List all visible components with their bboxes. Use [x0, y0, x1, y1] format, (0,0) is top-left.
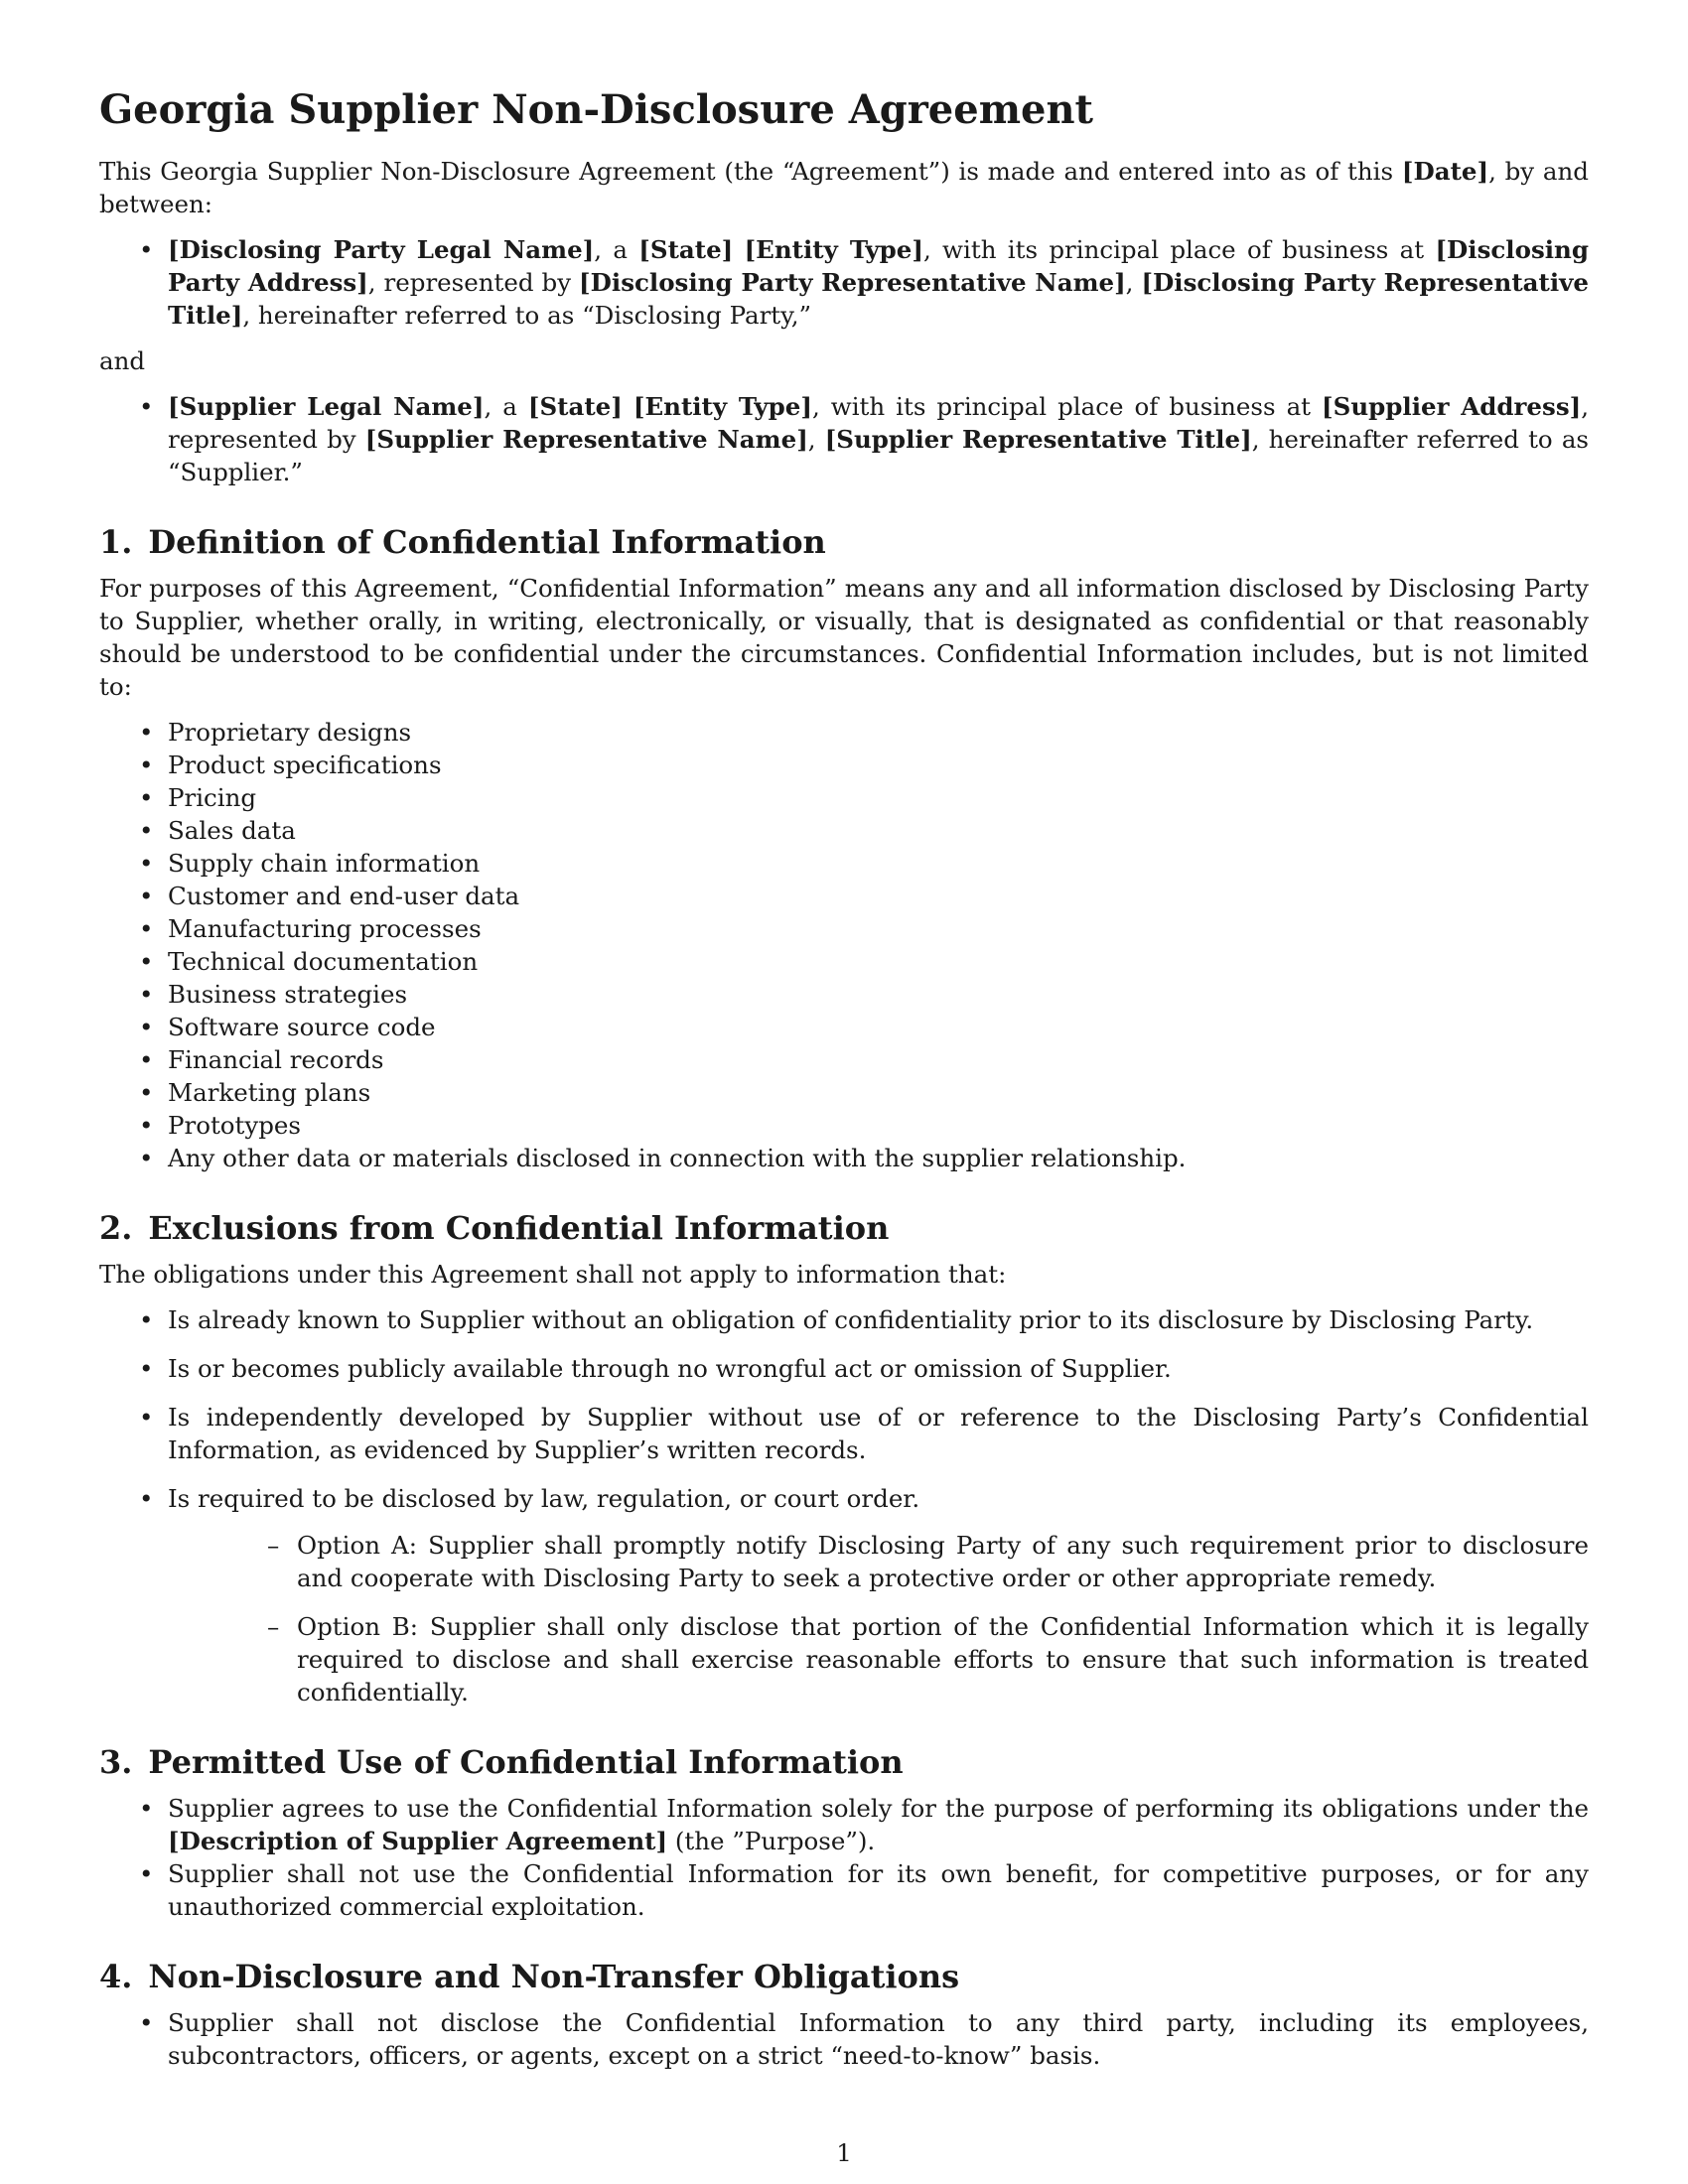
- disclosing-party-name: [Disclosing Party Legal Name]: [168, 235, 595, 264]
- section-2-heading: [99, 1208, 1589, 1248]
- supplier-list: [99, 390, 1589, 488]
- list-item: • Supplier shall not use the Confidential Information for its own benefit, for competitive purposes, or for any unauthorized commercial exploitation.: [99, 1857, 1589, 1923]
- non-disclosure-list: [99, 2006, 1589, 2072]
- option-item: – Option A: Supplier shall promptly notify Disclosing Party of any such requirement prior to disclosure and cooperate with Disclosing Party to seek a protective order or other appropriate remedy.: [168, 1529, 1589, 1594]
- supplier-name: [Supplier Legal Name]: [168, 392, 485, 421]
- document-title: Georgia Supplier Non-Disclosure Agreement: [99, 86, 1094, 133]
- permitted-use-list: [99, 1792, 1589, 1923]
- section-2-lead: The obligations under this Agreement shall not apply to information that:: [99, 1260, 1007, 1289]
- list-item: • Financial records: [99, 1043, 1589, 1076]
- list-item: • Pricing: [99, 781, 1589, 814]
- section-1-heading: [99, 522, 1589, 562]
- list-item: • Customer and end-user data: [99, 880, 1589, 912]
- list-item-text: Is required to be disclosed by law, regulation, or court order.: [168, 1484, 920, 1513]
- intro-paragraph: [99, 155, 1589, 220]
- disclosure-options-list: [168, 1529, 1589, 1708]
- text-fragment: , represented by: [168, 392, 1590, 454]
- supplier-agreement-placeholder: [Description of Supplier Agreement]: [168, 1827, 668, 1855]
- and-text: and: [99, 346, 146, 375]
- supplier-entity: [Entity Type]: [633, 392, 812, 421]
- option-item: – Option B: Supplier shall only disclose that portion of the Confidential Information which it is legally required to disclose and shall exercise reasonable efforts to ensure that such information is treated confidentially.: [168, 1610, 1589, 1708]
- disclosing-party-rep-title: [Disclosing Party Representative Title]: [168, 268, 1589, 330]
- section-4-heading: [99, 1957, 1589, 1996]
- list-item: • Supplier shall not disclose the Confidential Information to any third party, including its employees, subcontractors, officers, or agents, except on a strict “need-to-know” basis.: [99, 2006, 1589, 2072]
- disclosing-party-state: [State]: [638, 235, 734, 264]
- text-fragment: , a: [484, 392, 528, 421]
- section-number: 3.: [99, 1743, 133, 1781]
- list-item: • Manufacturing processes: [99, 912, 1589, 945]
- supplier-state: [State]: [527, 392, 623, 421]
- list-item: • Any other data or materials disclosed in connection with the supplier relationship.: [99, 1142, 1589, 1174]
- intro-text: This Georgia Supplier Non-Disclosure Agreement (the “Agreement”) is made and entered into as of this: [99, 157, 1402, 186]
- text-fragment: , hereinafter referred to as “Disclosing Party,”: [242, 301, 812, 330]
- list-item: • Product specifications: [99, 749, 1589, 781]
- list-item: • Marketing plans: [99, 1076, 1589, 1109]
- list-item: • Proprietary designs: [99, 716, 1589, 749]
- section-title: Definition of Confidential Information: [148, 523, 826, 561]
- disclosing-party-rep-name: [Disclosing Party Representative Name]: [579, 268, 1126, 297]
- list-item: • Supply chain information: [99, 847, 1589, 880]
- list-item: • Is or becomes publicly available through no wrongful act or omission of Supplier.: [99, 1352, 1589, 1385]
- list-item: • Prototypes: [99, 1109, 1589, 1142]
- list-item: [99, 1482, 1589, 1708]
- text-fragment: , hereinafter referred to as “Supplier.”: [168, 425, 1590, 486]
- list-item: • Software source code: [99, 1011, 1589, 1043]
- section-number: 2.: [99, 1209, 133, 1247]
- disclosing-party-item: • [Disclosing Party Legal Name], a [State] [Entity Type], with its principal place of business at [Disclosing Party Address], represented by [Disclosing Party Representative Name], [Disclosing Party Representative Title], hereinafter referred to as “Disclosing Party,”: [99, 233, 1589, 332]
- text-fragment: , represented by: [367, 268, 580, 297]
- list-item: • Sales data: [99, 814, 1589, 847]
- section-title: Non-Disclosure and Non-Transfer Obligations: [148, 1958, 960, 1995]
- text-fragment: Supplier agrees to use the Confidential Information solely for the purpose of performing its obligations under the: [168, 1794, 1589, 1823]
- text-fragment: , a: [594, 235, 639, 264]
- text-fragment: , with its principal place of business at: [811, 392, 1323, 421]
- supplier-item: • [Supplier Legal Name], a [State] [Entity Type], with its principal place of business at [Supplier Address], represented by [Supplier Representative Name], [Supplier Representative Title], hereinafter referred to as “Supplier.”: [99, 390, 1589, 488]
- disclosing-party-entity: [Entity Type]: [744, 235, 923, 264]
- date-placeholder: [Date]: [1401, 157, 1489, 186]
- page-number: 1: [836, 2138, 852, 2167]
- disclosing-party-list: [99, 233, 1589, 332]
- list-item: • Business strategies: [99, 978, 1589, 1011]
- list-item: [99, 1792, 1589, 1857]
- section-3-heading: [99, 1742, 1589, 1782]
- section-title: Exclusions from Confidential Information: [148, 1209, 890, 1247]
- text-fragment: , with its principal place of business at: [922, 235, 1436, 264]
- supplier-rep-title: [Supplier Representative Title]: [824, 425, 1252, 454]
- intro-text-end: , by and between:: [99, 157, 1589, 218]
- list-item: • Technical documentation: [99, 945, 1589, 978]
- supplier-rep-name: [Supplier Representative Name]: [364, 425, 808, 454]
- text-fragment: (the ”Purpose”).: [667, 1827, 876, 1855]
- section-1-body: For purposes of this Agreement, “Confidential Information” means any and all information disclosed by Disclosing Party to Supplier, whether orally, in writing, electronically, or visually, that is designated as confidential or that reasonably should be understood to be confidential under the circumstances. Confidential Information includes, but is not limited to:: [99, 574, 1589, 701]
- list-item: • Is already known to Supplier without an obligation of confidentiality prior to its disclosure by Disclosing Party.: [99, 1303, 1589, 1336]
- section-title: Permitted Use of Confidential Information: [148, 1743, 904, 1781]
- disclosing-party-address: [Disclosing Party Address]: [168, 235, 1589, 297]
- section-number: 1.: [99, 523, 133, 561]
- list-item: • Is independently developed by Supplier without use of or reference to the Disclosing Party’s Confidential Information, as evidenced by Supplier’s written records.: [99, 1401, 1589, 1466]
- exclusions-list: [99, 1303, 1589, 1708]
- confidential-info-list: [99, 716, 1589, 1174]
- supplier-address: [Supplier Address]: [1322, 392, 1582, 421]
- section-number: 4.: [99, 1958, 133, 1995]
